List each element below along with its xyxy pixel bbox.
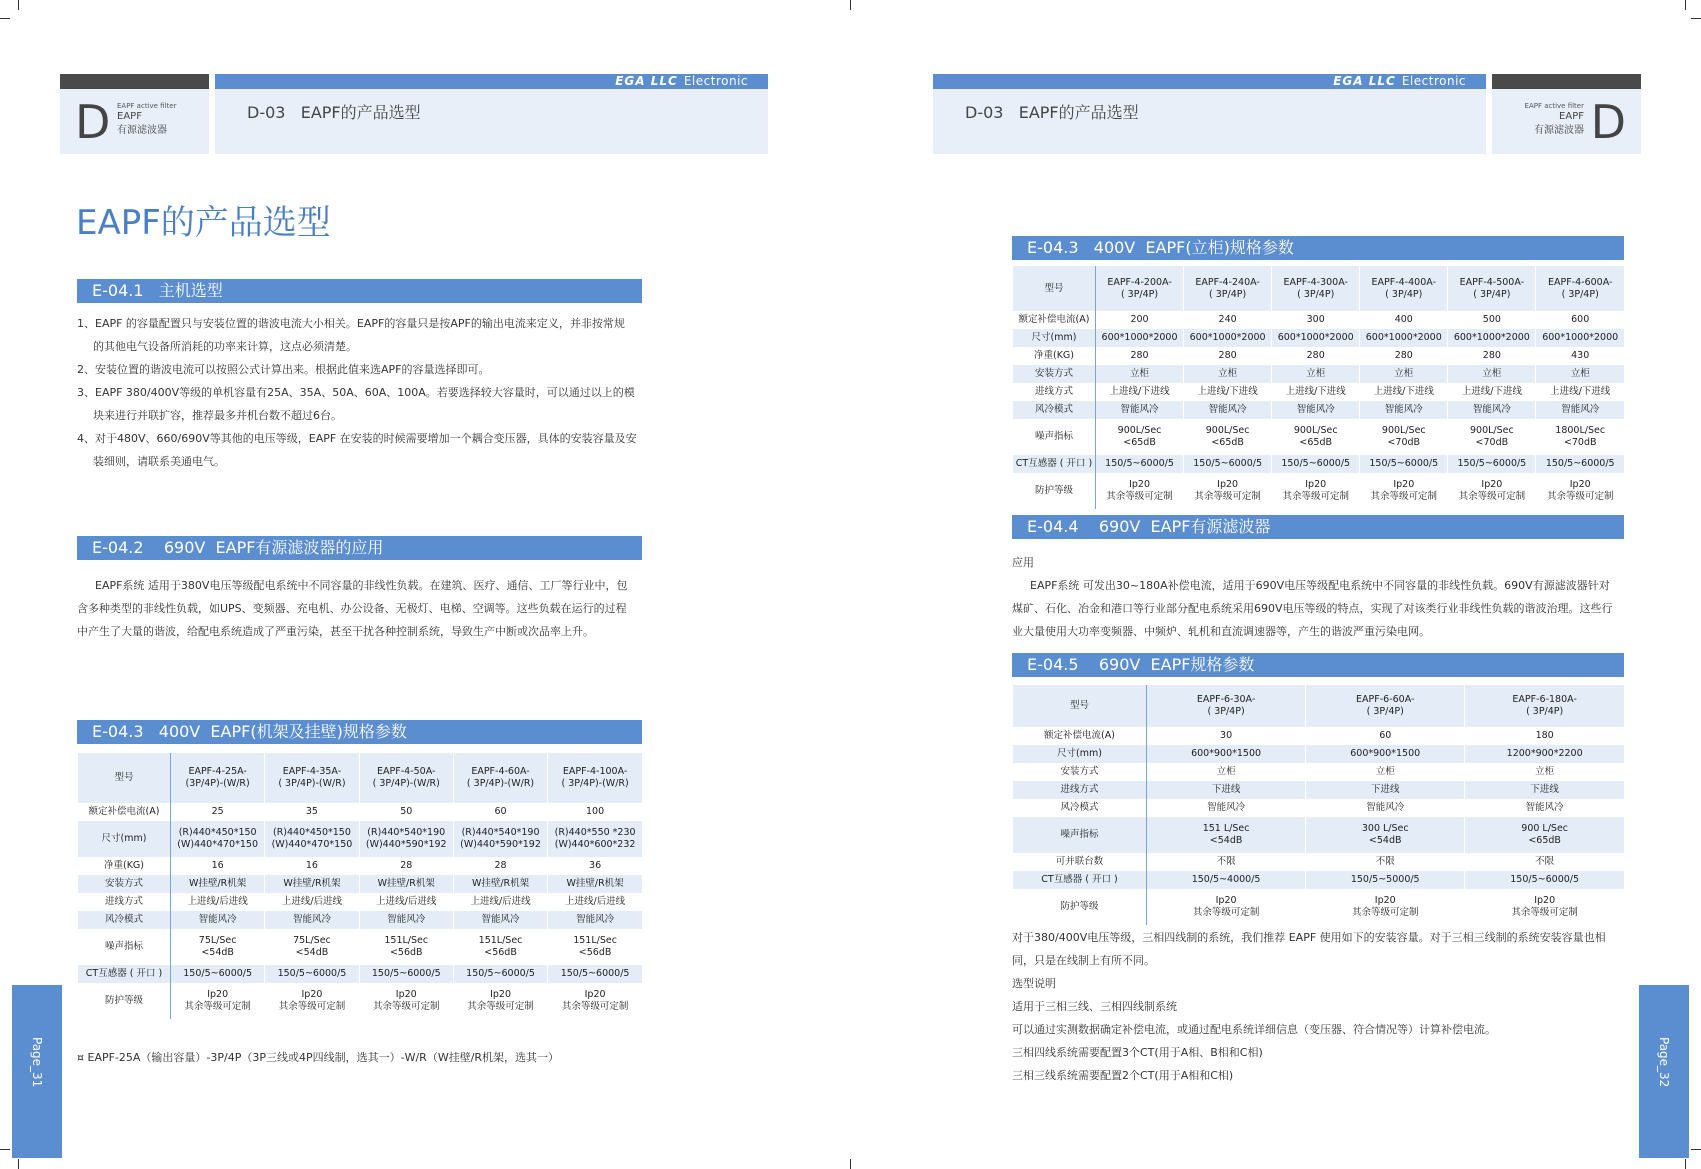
table-row bbox=[1013, 455, 1625, 473]
table-cell: 36 bbox=[548, 857, 642, 875]
table-cell: 立柜 bbox=[1465, 763, 1624, 781]
table-cell: 上进线/下进线 bbox=[1096, 383, 1184, 401]
section-header-e042: E-04.2 690V EAPF有源滤波器的应用 bbox=[77, 536, 642, 560]
row-label: CT互感器 ( 开口 ) bbox=[1013, 871, 1147, 889]
row-label: 进线方式 bbox=[78, 893, 171, 911]
table-cell: 智能风冷 bbox=[1465, 799, 1624, 817]
table-cell: 16 bbox=[265, 857, 359, 875]
paragraph-line: 含多种类型的非线性负载，如UPS、变频器、充电机、办公设备、无极灯、电梯、空调等。这些负载在运行的过程 bbox=[77, 602, 627, 615]
table-cell: Ip20 其余等级可定制 bbox=[548, 983, 642, 1019]
table-cell: 151L/Sec <56dB bbox=[359, 929, 453, 965]
table-row bbox=[1013, 799, 1625, 817]
crop-mark bbox=[18, 0, 19, 10]
table-cell: EAPF-4-60A- ( 3P/4P)-(W/R) bbox=[453, 753, 547, 803]
chapter-letter: D bbox=[1590, 95, 1626, 149]
row-label: 尺寸(mm) bbox=[78, 821, 171, 857]
table-cell: 30 bbox=[1147, 727, 1306, 745]
table-cell: 智能风冷 bbox=[359, 911, 453, 929]
table-row bbox=[78, 929, 643, 965]
spec-table-690v bbox=[1012, 685, 1624, 925]
paragraph-line: 业大量使用大功率变频器、中频炉、轧机和直流调速器等，产生的谐波严重污染电网。 bbox=[1012, 625, 1430, 638]
table-cell: 280 bbox=[1272, 347, 1360, 365]
table-cell: 200 bbox=[1096, 311, 1184, 329]
table-row bbox=[78, 753, 643, 803]
table-cell: 28 bbox=[453, 857, 547, 875]
list-item: 3、EAPF 380/400V等级的单机容量有25A、35A、50A、60A、100A。若要选择较大容量时，可以通过以上的模 bbox=[77, 386, 635, 399]
table-cell: 280 bbox=[1184, 347, 1272, 365]
table-cell: 智能风冷 bbox=[171, 911, 265, 929]
row-label: 进线方式 bbox=[1013, 781, 1147, 799]
table-cell: W挂壁/R机架 bbox=[171, 875, 265, 893]
table-cell: (R)440*450*150 (W)440*470*150 bbox=[265, 821, 359, 857]
table-cell: 上进线/后进线 bbox=[171, 893, 265, 911]
table-cell: 50 bbox=[359, 803, 453, 821]
table-cell: 上进线/下进线 bbox=[1272, 383, 1360, 401]
crop-mark bbox=[1685, 1159, 1686, 1169]
row-label: 防护等级 bbox=[1013, 473, 1096, 509]
table-cell: 下进线 bbox=[1147, 781, 1306, 799]
spec-table bbox=[1012, 685, 1624, 925]
table-row bbox=[78, 803, 643, 821]
row-label: 额定补偿电流(A) bbox=[1013, 311, 1096, 329]
paragraph-label: 应用 bbox=[1012, 556, 1034, 569]
table-cell: 智能风冷 bbox=[1448, 401, 1536, 419]
table-cell: 上进线/下进线 bbox=[1536, 383, 1624, 401]
table-cell: 150/5~6000/5 bbox=[1448, 455, 1536, 473]
table-cell: 150/5~6000/5 bbox=[1360, 455, 1448, 473]
table-row bbox=[1013, 745, 1625, 763]
table-cell: 智能风冷 bbox=[1184, 401, 1272, 419]
row-label: 安装方式 bbox=[1013, 365, 1096, 383]
table-row bbox=[78, 857, 643, 875]
table-cell: 150/5~6000/5 bbox=[1272, 455, 1360, 473]
table-cell: 150/5~6000/5 bbox=[1096, 455, 1184, 473]
table-cell: 280 bbox=[1448, 347, 1536, 365]
table-row bbox=[1013, 419, 1625, 455]
table-cell: EAPF-4-25A- (3P/4P)-(W/R) bbox=[171, 753, 265, 803]
chapter-label-short: EAPF bbox=[117, 111, 142, 122]
table-cell: 600*1000*2000 bbox=[1448, 329, 1536, 347]
table-cell: 150/5~6000/5 bbox=[1465, 871, 1624, 889]
table-cell: 智能风冷 bbox=[548, 911, 642, 929]
table-cell: (R)440*540*190 (W)440*590*192 bbox=[453, 821, 547, 857]
table-cell: 150/5~6000/5 bbox=[1536, 455, 1624, 473]
table-cell: Ip20 其余等级可定制 bbox=[1360, 473, 1448, 509]
table-cell: Ip20 其余等级可定制 bbox=[359, 983, 453, 1019]
table-cell: 150/5~6000/5 bbox=[548, 965, 642, 983]
table-cell: 立柜 bbox=[1272, 365, 1360, 383]
table-row bbox=[1013, 763, 1625, 781]
row-label: 安装方式 bbox=[1013, 763, 1147, 781]
row-label: 尺寸(mm) bbox=[1013, 745, 1147, 763]
page-number: Page_32 bbox=[1657, 1037, 1671, 1088]
note-line: 同，只是在线制上有所不同。 bbox=[1012, 954, 1155, 967]
table-cell: 上进线/下进线 bbox=[1448, 383, 1536, 401]
table-row bbox=[78, 965, 643, 983]
table-cell: 900L/Sec <65dB bbox=[1272, 419, 1360, 455]
page-header bbox=[215, 89, 768, 154]
table-row bbox=[1013, 365, 1625, 383]
table-cell: 28 bbox=[359, 857, 453, 875]
list-item: 2、安装位置的谐波电流可以按照公式计算出来。根据此值来选APF的容量选择即可。 bbox=[77, 363, 490, 376]
header-dark-bar bbox=[1492, 74, 1641, 89]
table-cell: 智能风冷 bbox=[1096, 401, 1184, 419]
table-cell: 151L/Sec <56dB bbox=[548, 929, 642, 965]
table-row bbox=[1013, 727, 1625, 745]
table-cell: 600*1000*2000 bbox=[1272, 329, 1360, 347]
row-label: 额定补偿电流(A) bbox=[78, 803, 171, 821]
table-row bbox=[1013, 853, 1625, 871]
table-row bbox=[78, 821, 643, 857]
table-row bbox=[1013, 889, 1625, 925]
table-cell: 180 bbox=[1465, 727, 1624, 745]
row-label: CT互感器 ( 开口 ) bbox=[1013, 455, 1096, 473]
table-cell: 900 L/Sec <65dB bbox=[1465, 817, 1624, 853]
crop-mark bbox=[1685, 0, 1686, 10]
note-line: 可以通过实测数据确定补偿电流，或通过配电系统详细信息（变压器、符合情况等）计算补偿电流。 bbox=[1012, 1023, 1496, 1036]
page-number-tab bbox=[12, 985, 62, 1158]
table-cell: 智能风冷 bbox=[265, 911, 359, 929]
section-e042-body bbox=[77, 574, 652, 643]
chapter-tab bbox=[60, 89, 209, 154]
spec-table-rack-wall bbox=[77, 753, 642, 1019]
table-cell: 600 bbox=[1536, 311, 1624, 329]
table-cell: 智能风冷 bbox=[1306, 799, 1465, 817]
chapter-label-cn: 有源滤波器 bbox=[117, 125, 167, 136]
page-title: D-03 EAPF的产品选型 bbox=[965, 103, 1139, 122]
table-cell: Ip20 其余等级可定制 bbox=[1272, 473, 1360, 509]
table-cell: (R)440*550 *230 (W)440*600*232 bbox=[548, 821, 642, 857]
table-cell: 600*1000*2000 bbox=[1360, 329, 1448, 347]
crop-mark bbox=[1691, 18, 1701, 19]
header-blue-bar bbox=[215, 74, 768, 89]
table-cell: 150/5~6000/5 bbox=[265, 965, 359, 983]
paragraph-line: 中产生了大量的谐波，给配电系统造成了严重污染，甚至干扰各种控制系统，导致生产中断或次品率上升。 bbox=[77, 625, 594, 638]
row-label: 型号 bbox=[1013, 685, 1147, 727]
table-row bbox=[78, 911, 643, 929]
note-line: 三相四线系统需要配置3个CT(用于A相、B相和C相) bbox=[1012, 1046, 1263, 1059]
table-cell: Ip20 其余等级可定制 bbox=[1465, 889, 1624, 925]
spec-table bbox=[77, 753, 642, 1019]
table-cell: (R)440*540*190 (W)440*590*192 bbox=[359, 821, 453, 857]
row-label: 额定补偿电流(A) bbox=[1013, 727, 1147, 745]
table-cell: 25 bbox=[171, 803, 265, 821]
table-cell: 立柜 bbox=[1306, 763, 1465, 781]
row-label: 风冷模式 bbox=[78, 911, 171, 929]
table-row bbox=[78, 875, 643, 893]
table-cell: 300 bbox=[1272, 311, 1360, 329]
section-header-e043-cabinet: E-04.3 400V EAPF(立柜)规格参数 bbox=[1012, 236, 1624, 260]
table-cell: 不限 bbox=[1147, 853, 1306, 871]
table-cell: 151L/Sec <56dB bbox=[453, 929, 547, 965]
list-item: 装细则，请联系美通电气。 bbox=[93, 455, 225, 468]
table-cell: 900L/Sec <65dB bbox=[1184, 419, 1272, 455]
table-cell: W挂壁/R机架 bbox=[265, 875, 359, 893]
chapter-label-cn: 有源滤波器 bbox=[1534, 125, 1584, 136]
row-label: CT互感器 ( 开口 ) bbox=[78, 965, 171, 983]
table-cell: EAPF-6-30A- ( 3P/4P) bbox=[1147, 685, 1306, 727]
table-row bbox=[1013, 781, 1625, 799]
crop-mark bbox=[0, 18, 10, 19]
list-item: 4、对于480V、660/690V等其他的电压等级，EAPF 在安装的时候需要增加一个耦合变压器，具体的安装容量及安 bbox=[77, 432, 637, 445]
table-cell: 不限 bbox=[1306, 853, 1465, 871]
list-item: 块来进行并联扩容，推荐最多并机台数不超过6台。 bbox=[93, 409, 342, 422]
table-row bbox=[78, 983, 643, 1019]
page-number: Page_31 bbox=[30, 1037, 44, 1088]
table-row bbox=[1013, 871, 1625, 889]
note-line: 三相三线系统需要配置2个CT(用于A相和C相) bbox=[1012, 1069, 1234, 1082]
table-cell: 智能风冷 bbox=[1272, 401, 1360, 419]
table-cell: Ip20 其余等级可定制 bbox=[265, 983, 359, 1019]
table-cell: 400 bbox=[1360, 311, 1448, 329]
table-cell: 150/5~6000/5 bbox=[1184, 455, 1272, 473]
table-cell: EAPF-4-50A- ( 3P/4P)-(W/R) bbox=[359, 753, 453, 803]
table-cell: Ip20 其余等级可定制 bbox=[1096, 473, 1184, 509]
table-cell: 不限 bbox=[1465, 853, 1624, 871]
table-cell: 上进线/下进线 bbox=[1360, 383, 1448, 401]
table-row bbox=[1013, 383, 1625, 401]
table-cell: W挂壁/R机架 bbox=[548, 875, 642, 893]
table-cell: 立柜 bbox=[1184, 365, 1272, 383]
table-cell: Ip20 其余等级可定制 bbox=[1306, 889, 1465, 925]
table-cell: 500 bbox=[1448, 311, 1536, 329]
table-cell: 1200*900*2200 bbox=[1465, 745, 1624, 763]
table-cell: 150/5~6000/5 bbox=[453, 965, 547, 983]
table-cell: 900L/Sec <70dB bbox=[1448, 419, 1536, 455]
chapter-tab bbox=[1492, 89, 1641, 154]
table-row bbox=[1013, 329, 1625, 347]
table-cell: 150/5~6000/5 bbox=[171, 965, 265, 983]
paragraph-line: EAPF系统 可发出30~180A补偿电流，适用于690V电压等级配电系统中不同容量的非线性负载。690V有源滤波器针对 bbox=[1030, 579, 1610, 592]
table-cell: 智能风冷 bbox=[453, 911, 547, 929]
paragraph-line: EAPF系统 适用于380V电压等级配电系统中不同容量的非线性负载。在建筑、医疗、通信、工厂等行业中，包 bbox=[95, 579, 628, 592]
header-dark-bar bbox=[60, 74, 209, 89]
crop-mark bbox=[850, 1159, 851, 1169]
table-cell: 立柜 bbox=[1448, 365, 1536, 383]
chapter-label-short: EAPF bbox=[1559, 111, 1584, 122]
table-cell: 上进线/后进线 bbox=[359, 893, 453, 911]
main-title: EAPF的产品选型 bbox=[76, 203, 331, 243]
row-label: 净重(KG) bbox=[78, 857, 171, 875]
table-row bbox=[78, 893, 643, 911]
section-header-e043-rack: E-04.3 400V EAPF(机架及挂壁)规格参数 bbox=[77, 720, 642, 744]
table-cell: W挂壁/R机架 bbox=[359, 875, 453, 893]
table-cell: 智能风冷 bbox=[1147, 799, 1306, 817]
table-row bbox=[1013, 685, 1625, 727]
table-row bbox=[1013, 817, 1625, 853]
table-cell: EAPF-6-180A- ( 3P/4P) bbox=[1465, 685, 1624, 727]
table-cell: W挂壁/R机架 bbox=[453, 875, 547, 893]
table-cell: 上进线/下进线 bbox=[1184, 383, 1272, 401]
table-cell: 600*1000*2000 bbox=[1096, 329, 1184, 347]
table-cell: 下进线 bbox=[1306, 781, 1465, 799]
list-item: 的其他电气设备所消耗的功率来计算，这点必须清楚。 bbox=[93, 340, 357, 353]
table-cell: 智能风冷 bbox=[1360, 401, 1448, 419]
table-cell: 900L/Sec <70dB bbox=[1360, 419, 1448, 455]
section-header-e044: E-04.4 690V EAPF有源滤波器 bbox=[1012, 515, 1624, 539]
section-e041-list bbox=[77, 312, 652, 473]
table-cell: 立柜 bbox=[1096, 365, 1184, 383]
brand-logo: EGA LLC Electronic bbox=[615, 74, 748, 88]
table-cell: 立柜 bbox=[1147, 763, 1306, 781]
page-title: D-03 EAPF的产品选型 bbox=[247, 103, 421, 122]
table-cell: EAPF-4-100A- ( 3P/4P)-(W/R) bbox=[548, 753, 642, 803]
table-cell: EAPF-4-240A- ( 3P/4P) bbox=[1184, 266, 1272, 311]
model-code-note: ¤ EAPF-25A（输出容量）-3P/4P（3P三线或4P四线制，选其一）-W/R（W挂壁/R机架，选其一） bbox=[77, 1051, 560, 1064]
row-label: 防护等级 bbox=[1013, 889, 1147, 925]
spec-table bbox=[1012, 266, 1624, 509]
table-cell: EAPF-4-400A- ( 3P/4P) bbox=[1360, 266, 1448, 311]
table-cell: 上进线/后进线 bbox=[548, 893, 642, 911]
table-cell: 上进线/后进线 bbox=[265, 893, 359, 911]
crop-mark bbox=[18, 1159, 19, 1169]
table-cell: Ip20 其余等级可定制 bbox=[1448, 473, 1536, 509]
table-cell: 立柜 bbox=[1360, 365, 1448, 383]
table-cell: 280 bbox=[1360, 347, 1448, 365]
list-item: 1、EAPF 的容量配置只与安装位置的谐波电流大小相关。EAPF的容量只是按APF的输出电流来定义，并非按常规 bbox=[77, 317, 625, 330]
crop-mark bbox=[1691, 1149, 1701, 1150]
section-header-e045: E-04.5 690V EAPF规格参数 bbox=[1012, 653, 1624, 677]
table-cell: 1800L/Sec <70dB bbox=[1536, 419, 1624, 455]
table-cell: Ip20 其余等级可定制 bbox=[1147, 889, 1306, 925]
table-cell: 35 bbox=[265, 803, 359, 821]
table-cell: 75L/Sec <54dB bbox=[265, 929, 359, 965]
table-cell: EAPF-4-500A- ( 3P/4P) bbox=[1448, 266, 1536, 311]
table-cell: Ip20 其余等级可定制 bbox=[171, 983, 265, 1019]
table-cell: 100 bbox=[548, 803, 642, 821]
table-cell: EAPF-4-35A- ( 3P/4P)-(W/R) bbox=[265, 753, 359, 803]
selection-notes bbox=[1012, 926, 1634, 1087]
table-cell: 600*900*1500 bbox=[1147, 745, 1306, 763]
table-cell: 150/5~4000/5 bbox=[1147, 871, 1306, 889]
table-row bbox=[1013, 473, 1625, 509]
header-blue-bar bbox=[933, 74, 1486, 89]
table-cell: 430 bbox=[1536, 347, 1624, 365]
crop-mark bbox=[850, 0, 851, 10]
table-row bbox=[1013, 401, 1625, 419]
table-cell: 300 L/Sec <54dB bbox=[1306, 817, 1465, 853]
page-number-tab bbox=[1639, 985, 1689, 1158]
row-label: 尺寸(mm) bbox=[1013, 329, 1096, 347]
row-label: 进线方式 bbox=[1013, 383, 1096, 401]
row-label: 型号 bbox=[1013, 266, 1096, 311]
table-cell: EAPF-4-600A- ( 3P/4P) bbox=[1536, 266, 1624, 311]
table-cell: 16 bbox=[171, 857, 265, 875]
row-label: 风冷模式 bbox=[1013, 401, 1096, 419]
table-cell: (R)440*450*150 (W)440*470*150 bbox=[171, 821, 265, 857]
crop-mark bbox=[0, 1149, 10, 1150]
brand-logo: EGA LLC Electronic bbox=[1333, 74, 1466, 88]
table-cell: 150/5~5000/5 bbox=[1306, 871, 1465, 889]
table-cell: 下进线 bbox=[1465, 781, 1624, 799]
table-cell: 600*1000*2000 bbox=[1536, 329, 1624, 347]
table-cell: 600*1000*2000 bbox=[1184, 329, 1272, 347]
row-label: 噪声指标 bbox=[1013, 419, 1096, 455]
table-cell: EAPF-4-300A- ( 3P/4P) bbox=[1272, 266, 1360, 311]
spec-table-cabinet bbox=[1012, 266, 1624, 509]
note-line: 适用于三相三线、三相四线制系统 bbox=[1012, 1000, 1177, 1013]
table-cell: 150/5~6000/5 bbox=[359, 965, 453, 983]
table-cell: EAPF-4-200A- ( 3P/4P) bbox=[1096, 266, 1184, 311]
note-line: 选型说明 bbox=[1012, 977, 1056, 990]
table-cell: 75L/Sec <54dB bbox=[171, 929, 265, 965]
table-cell: EAPF-6-60A- ( 3P/4P) bbox=[1306, 685, 1465, 727]
table-row bbox=[1013, 311, 1625, 329]
row-label: 噪声指标 bbox=[78, 929, 171, 965]
table-row bbox=[1013, 266, 1625, 311]
section-e044-body bbox=[1012, 551, 1634, 643]
table-cell: 上进线/后进线 bbox=[453, 893, 547, 911]
row-label: 风冷模式 bbox=[1013, 799, 1147, 817]
table-cell: 600*900*1500 bbox=[1306, 745, 1465, 763]
table-cell: 900L/Sec <65dB bbox=[1096, 419, 1184, 455]
table-row bbox=[1013, 347, 1625, 365]
row-label: 安装方式 bbox=[78, 875, 171, 893]
row-label: 可并联台数 bbox=[1013, 853, 1147, 871]
chapter-label-en: EAPF active filter bbox=[117, 102, 177, 110]
row-label: 防护等级 bbox=[78, 983, 171, 1019]
chapter-letter: D bbox=[75, 95, 111, 149]
table-cell: 智能风冷 bbox=[1536, 401, 1624, 419]
table-cell: 280 bbox=[1096, 347, 1184, 365]
table-cell: 60 bbox=[1306, 727, 1465, 745]
page-header bbox=[933, 89, 1486, 154]
row-label: 噪声指标 bbox=[1013, 817, 1147, 853]
row-label: 型号 bbox=[78, 753, 171, 803]
note-line: 对于380/400V电压等级，三相四线制的系统，我们推荐 EAPF 使用如下的安装容量。对于三相三线制的系统安装容量也相 bbox=[1012, 931, 1606, 944]
table-cell: 151 L/Sec <54dB bbox=[1147, 817, 1306, 853]
table-cell: 立柜 bbox=[1536, 365, 1624, 383]
section-header-e041: E-04.1 主机选型 bbox=[77, 279, 642, 303]
chapter-label-en: EAPF active filter bbox=[1524, 102, 1584, 110]
table-cell: 240 bbox=[1184, 311, 1272, 329]
table-cell: 60 bbox=[453, 803, 547, 821]
table-cell: Ip20 其余等级可定制 bbox=[453, 983, 547, 1019]
table-cell: Ip20 其余等级可定制 bbox=[1536, 473, 1624, 509]
paragraph-line: 煤矿、石化、冶金和港口等行业部分配电系统采用690V电压等级的特点，实现了对该类行业非线性负载的谐波治理。这些行 bbox=[1012, 602, 1613, 615]
row-label: 净重(KG) bbox=[1013, 347, 1096, 365]
table-cell: Ip20 其余等级可定制 bbox=[1184, 473, 1272, 509]
